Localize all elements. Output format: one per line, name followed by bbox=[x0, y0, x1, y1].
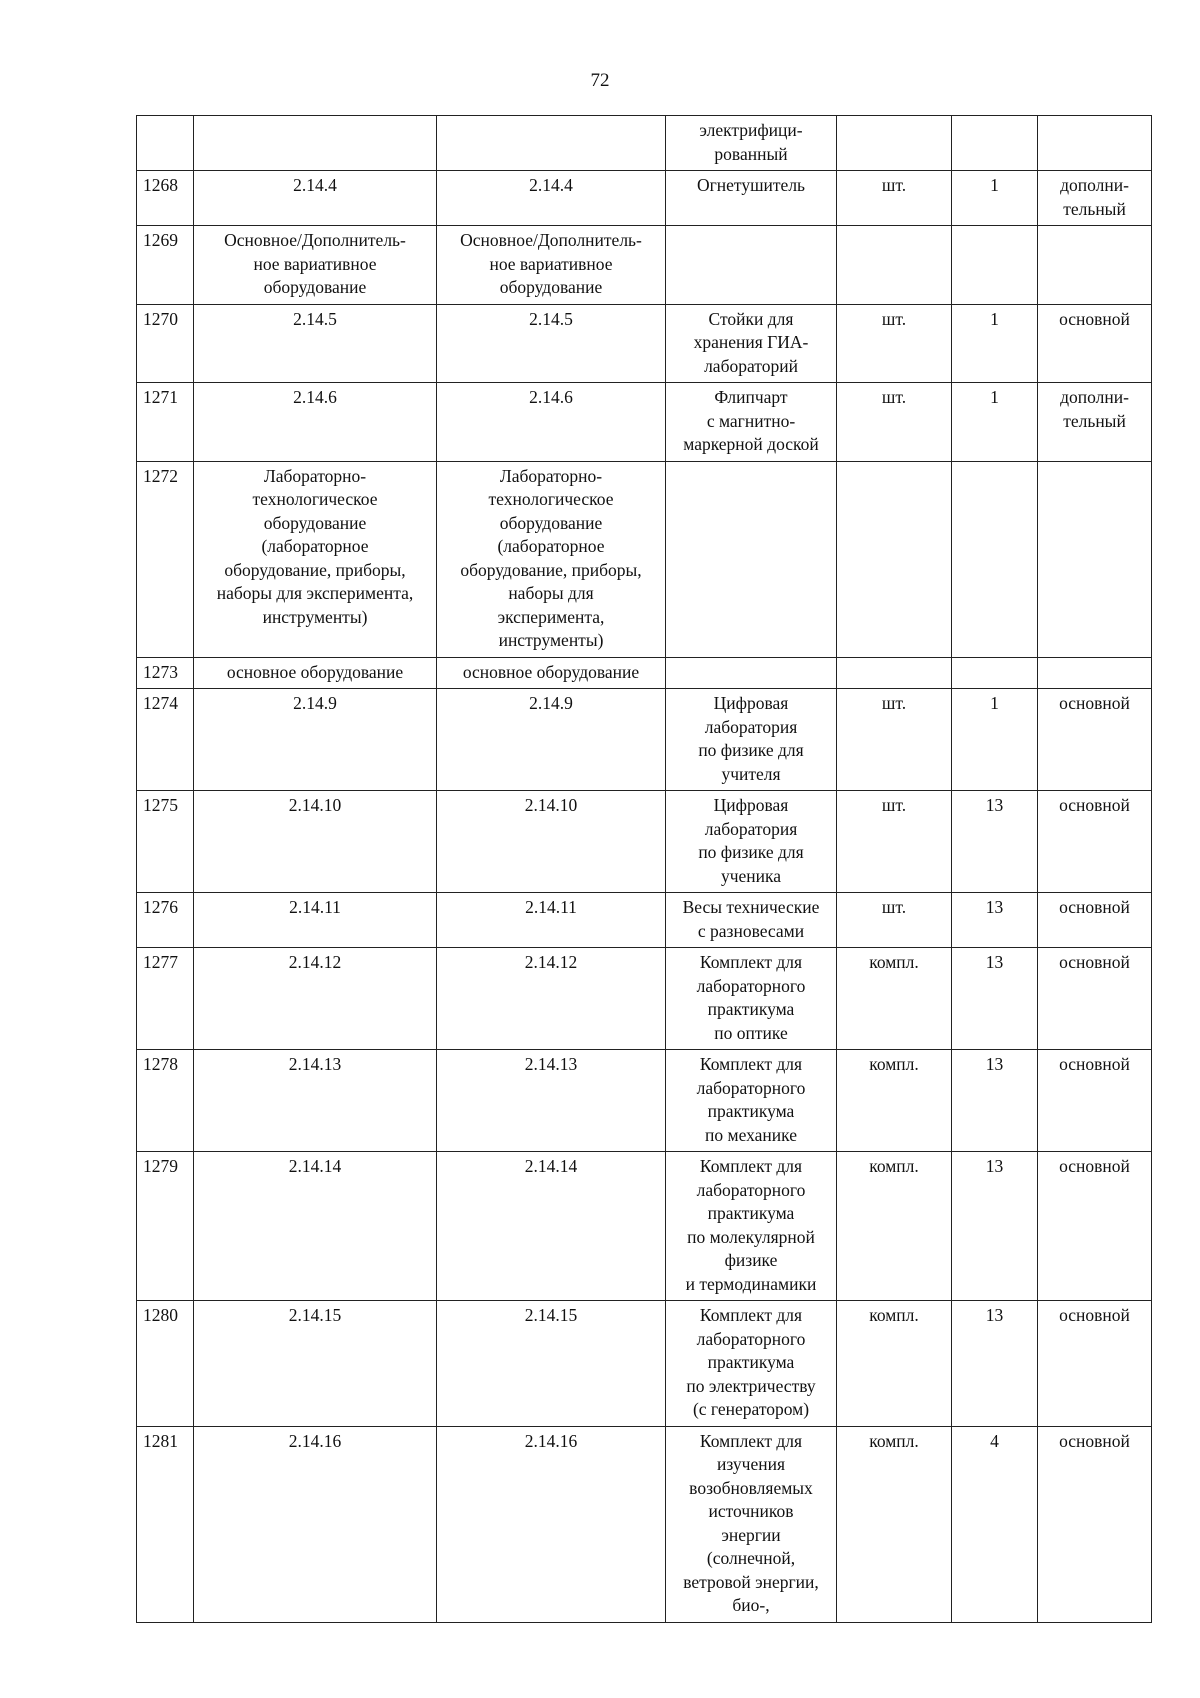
cell-quantity: 1 bbox=[952, 383, 1038, 462]
table-row bbox=[137, 116, 1152, 171]
cell-section-code-b: 2.14.4 bbox=[437, 171, 666, 226]
table-row bbox=[137, 657, 1152, 689]
cell-row-number bbox=[137, 116, 194, 171]
cell-row-number: 1277 bbox=[137, 948, 194, 1050]
table-row bbox=[137, 226, 1152, 305]
cell-row-number: 1279 bbox=[137, 1152, 194, 1301]
table-row bbox=[137, 948, 1152, 1050]
cell-item-name: Цифровая лаборатория по физике для ученика bbox=[666, 791, 837, 893]
cell-item-name: Комплект для лабораторного практикума по молекулярной физике и термодинамики bbox=[666, 1152, 837, 1301]
cell-quantity bbox=[952, 116, 1038, 171]
cell-equipment-type: основной bbox=[1038, 689, 1152, 791]
cell-row-number: 1280 bbox=[137, 1301, 194, 1427]
cell-section-code-a: 2.14.6 bbox=[194, 383, 437, 462]
cell-section-code-a: 2.14.12 bbox=[194, 948, 437, 1050]
cell-unit: шт. bbox=[837, 171, 952, 226]
cell-equipment-type: основной bbox=[1038, 304, 1152, 383]
cell-row-number: 1268 bbox=[137, 171, 194, 226]
cell-equipment-type: основной bbox=[1038, 791, 1152, 893]
cell-unit: шт. bbox=[837, 689, 952, 791]
cell-unit: шт. bbox=[837, 383, 952, 462]
cell-section-code-b: Лабораторно- технологическое оборудование (лабораторное оборудование, приборы, наборы для эксперимента, инструменты) bbox=[437, 461, 666, 657]
cell-quantity bbox=[952, 657, 1038, 689]
cell-item-name: Комплект для лабораторного практикума по оптике bbox=[666, 948, 837, 1050]
cell-item-name: Флипчарт с магнитно- маркерной доской bbox=[666, 383, 837, 462]
cell-equipment-type bbox=[1038, 226, 1152, 305]
table-row bbox=[137, 1152, 1152, 1301]
cell-item-name: Стойки для хранения ГИА- лабораторий bbox=[666, 304, 837, 383]
cell-section-code-a: основное оборудование bbox=[194, 657, 437, 689]
cell-quantity: 1 bbox=[952, 304, 1038, 383]
cell-unit: компл. bbox=[837, 1301, 952, 1427]
cell-equipment-type: дополни- тельный bbox=[1038, 383, 1152, 462]
table-row bbox=[137, 383, 1152, 462]
table-row bbox=[137, 1426, 1152, 1622]
cell-unit: шт. bbox=[837, 893, 952, 948]
cell-section-code-b: 2.14.9 bbox=[437, 689, 666, 791]
cell-section-code-a: 2.14.15 bbox=[194, 1301, 437, 1427]
cell-equipment-type: основной bbox=[1038, 1426, 1152, 1622]
cell-unit: шт. bbox=[837, 304, 952, 383]
cell-section-code-b: 2.14.11 bbox=[437, 893, 666, 948]
cell-quantity: 1 bbox=[952, 171, 1038, 226]
cell-section-code-b: 2.14.13 bbox=[437, 1050, 666, 1152]
cell-section-code-b bbox=[437, 116, 666, 171]
cell-unit bbox=[837, 116, 952, 171]
cell-quantity: 13 bbox=[952, 1152, 1038, 1301]
table-row bbox=[137, 893, 1152, 948]
cell-row-number: 1281 bbox=[137, 1426, 194, 1622]
cell-item-name: Комплект для лабораторного практикума по механике bbox=[666, 1050, 837, 1152]
cell-unit: шт. bbox=[837, 791, 952, 893]
cell-quantity: 13 bbox=[952, 1050, 1038, 1152]
cell-section-code-b: 2.14.5 bbox=[437, 304, 666, 383]
table-row bbox=[137, 1301, 1152, 1427]
cell-item-name bbox=[666, 657, 837, 689]
cell-quantity: 4 bbox=[952, 1426, 1038, 1622]
cell-section-code-a bbox=[194, 116, 437, 171]
cell-quantity bbox=[952, 461, 1038, 657]
cell-section-code-b: Основное/Дополнитель- ное вариативное оборудование bbox=[437, 226, 666, 305]
cell-row-number: 1272 bbox=[137, 461, 194, 657]
cell-section-code-a: Лабораторно- технологическое оборудование (лабораторное оборудование, приборы, наборы для эксперимента, инструменты) bbox=[194, 461, 437, 657]
cell-section-code-b: 2.14.12 bbox=[437, 948, 666, 1050]
cell-equipment-type: основной bbox=[1038, 893, 1152, 948]
cell-row-number: 1271 bbox=[137, 383, 194, 462]
cell-section-code-a: 2.14.11 bbox=[194, 893, 437, 948]
cell-item-name: электрифици- рованный bbox=[666, 116, 837, 171]
cell-row-number: 1278 bbox=[137, 1050, 194, 1152]
cell-row-number: 1269 bbox=[137, 226, 194, 305]
cell-row-number: 1274 bbox=[137, 689, 194, 791]
cell-row-number: 1276 bbox=[137, 893, 194, 948]
table-row bbox=[137, 689, 1152, 791]
cell-unit: компл. bbox=[837, 1426, 952, 1622]
cell-quantity: 1 bbox=[952, 689, 1038, 791]
cell-item-name: Комплект для изучения возобновляемых источников энергии (солнечной, ветровой энергии, био-, bbox=[666, 1426, 837, 1622]
cell-equipment-type: основной bbox=[1038, 1301, 1152, 1427]
cell-section-code-a: 2.14.14 bbox=[194, 1152, 437, 1301]
cell-section-code-b: 2.14.16 bbox=[437, 1426, 666, 1622]
cell-item-name bbox=[666, 461, 837, 657]
cell-unit bbox=[837, 226, 952, 305]
cell-section-code-a: 2.14.13 bbox=[194, 1050, 437, 1152]
table-row bbox=[137, 1050, 1152, 1152]
cell-section-code-a: 2.14.16 bbox=[194, 1426, 437, 1622]
cell-section-code-a: 2.14.5 bbox=[194, 304, 437, 383]
cell-equipment-type bbox=[1038, 116, 1152, 171]
equipment-table bbox=[136, 115, 1152, 1623]
table-row bbox=[137, 304, 1152, 383]
table-row bbox=[137, 791, 1152, 893]
cell-section-code-a: 2.14.9 bbox=[194, 689, 437, 791]
cell-equipment-type bbox=[1038, 461, 1152, 657]
cell-unit: компл. bbox=[837, 1050, 952, 1152]
cell-section-code-b: 2.14.14 bbox=[437, 1152, 666, 1301]
equipment-table-body bbox=[137, 116, 1152, 1623]
page-number: 72 bbox=[590, 70, 610, 91]
cell-equipment-type: дополни- тельный bbox=[1038, 171, 1152, 226]
cell-item-name: Комплект для лабораторного практикума по электричеству (с генератором) bbox=[666, 1301, 837, 1427]
table-row bbox=[137, 171, 1152, 226]
cell-section-code-b: основное оборудование bbox=[437, 657, 666, 689]
cell-section-code-b: 2.14.15 bbox=[437, 1301, 666, 1427]
cell-section-code-a: Основное/Дополнитель- ное вариативное оборудование bbox=[194, 226, 437, 305]
cell-quantity: 13 bbox=[952, 1301, 1038, 1427]
cell-section-code-b: 2.14.6 bbox=[437, 383, 666, 462]
cell-row-number: 1273 bbox=[137, 657, 194, 689]
cell-unit bbox=[837, 461, 952, 657]
cell-row-number: 1270 bbox=[137, 304, 194, 383]
cell-quantity: 13 bbox=[952, 791, 1038, 893]
cell-quantity bbox=[952, 226, 1038, 305]
cell-item-name bbox=[666, 226, 837, 305]
cell-section-code-a: 2.14.4 bbox=[194, 171, 437, 226]
cell-equipment-type: основной bbox=[1038, 948, 1152, 1050]
cell-equipment-type bbox=[1038, 657, 1152, 689]
cell-unit bbox=[837, 657, 952, 689]
cell-unit: компл. bbox=[837, 948, 952, 1050]
cell-item-name: Цифровая лаборатория по физике для учителя bbox=[666, 689, 837, 791]
cell-quantity: 13 bbox=[952, 893, 1038, 948]
cell-row-number: 1275 bbox=[137, 791, 194, 893]
cell-equipment-type: основной bbox=[1038, 1050, 1152, 1152]
cell-item-name: Весы технические с разновесами bbox=[666, 893, 837, 948]
cell-item-name: Огнетушитель bbox=[666, 171, 837, 226]
cell-unit: компл. bbox=[837, 1152, 952, 1301]
cell-section-code-b: 2.14.10 bbox=[437, 791, 666, 893]
cell-equipment-type: основной bbox=[1038, 1152, 1152, 1301]
cell-quantity: 13 bbox=[952, 948, 1038, 1050]
cell-section-code-a: 2.14.10 bbox=[194, 791, 437, 893]
table-row bbox=[137, 461, 1152, 657]
